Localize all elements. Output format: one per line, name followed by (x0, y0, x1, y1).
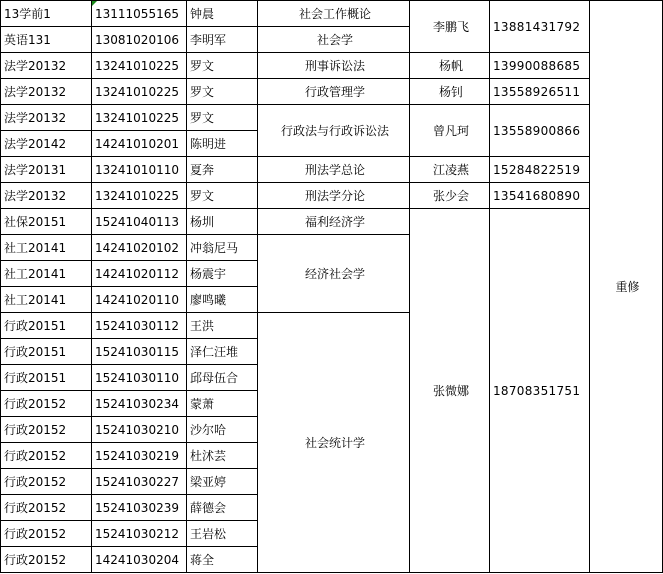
course-cell[interactable]: 刑法学总论 (258, 157, 410, 183)
class-cell[interactable]: 社工20141 (1, 287, 92, 313)
table-row (1, 105, 663, 131)
course-cell[interactable]: 刑法学分论 (258, 183, 410, 209)
class-cell[interactable]: 行政20152 (1, 547, 92, 573)
course-cell[interactable]: 社会学 (258, 27, 410, 53)
class-cell[interactable]: 行政20152 (1, 495, 92, 521)
teacher-cell[interactable]: 张微娜 (410, 209, 490, 573)
student-id-cell[interactable]: 15241030112 (92, 313, 187, 339)
student-id-cell[interactable]: 15241030115 (92, 339, 187, 365)
table-row (1, 53, 663, 79)
student-name-cell[interactable]: 罗文 (187, 79, 258, 105)
student-id-cell[interactable]: 14241030204 (92, 547, 187, 573)
teacher-cell[interactable]: 杨钊 (410, 79, 490, 105)
student-name-cell[interactable]: 沙尔哈 (187, 417, 258, 443)
class-cell[interactable]: 行政20151 (1, 313, 92, 339)
student-name-cell[interactable]: 罗文 (187, 183, 258, 209)
phone-cell[interactable]: 18708351751 (490, 209, 590, 573)
student-id-cell[interactable]: 13241010225 (92, 53, 187, 79)
table-row (1, 157, 663, 183)
class-cell[interactable]: 社保20151 (1, 209, 92, 235)
student-id-cell[interactable]: 14241020102 (92, 235, 187, 261)
phone-cell[interactable]: 13881431792 (490, 1, 590, 53)
teacher-cell[interactable]: 李鹏飞 (410, 1, 490, 53)
phone-cell[interactable]: 13541680890 (490, 183, 590, 209)
student-name-cell[interactable]: 陈明进 (187, 131, 258, 157)
class-cell[interactable]: 英语131 (1, 27, 92, 53)
student-id-cell[interactable]: 15241030210 (92, 417, 187, 443)
phone-cell[interactable]: 15284822519 (490, 157, 590, 183)
class-cell[interactable]: 行政20151 (1, 365, 92, 391)
student-id-cell[interactable]: 13241010225 (92, 183, 187, 209)
phone-cell[interactable]: 13990088685 (490, 53, 590, 79)
class-cell[interactable]: 社工20141 (1, 235, 92, 261)
student-id-cell[interactable]: 15241030239 (92, 495, 187, 521)
phone-cell[interactable]: 13558900866 (490, 105, 590, 157)
student-id-cell[interactable]: 15241040113 (92, 209, 187, 235)
student-name-cell[interactable]: 蒙萧 (187, 391, 258, 417)
student-name-cell[interactable]: 王洪 (187, 313, 258, 339)
student-id-cell[interactable]: 15241030110 (92, 365, 187, 391)
student-name-cell[interactable]: 梁亚婷 (187, 469, 258, 495)
student-name-cell[interactable]: 杜沭芸 (187, 443, 258, 469)
student-name-cell[interactable]: 钟晨 (187, 1, 258, 27)
class-cell[interactable]: 法学20132 (1, 53, 92, 79)
student-name-cell[interactable]: 夏奔 (187, 157, 258, 183)
student-name-cell[interactable]: 王岩松 (187, 521, 258, 547)
student-name-cell[interactable]: 杨震宇 (187, 261, 258, 287)
remark-cell[interactable]: 重修 (590, 1, 663, 573)
student-id-cell[interactable]: 13241010225 (92, 105, 187, 131)
student-name-cell[interactable]: 泽仁汪堆 (187, 339, 258, 365)
teacher-cell[interactable]: 曾凡珂 (410, 105, 490, 157)
class-cell[interactable]: 行政20152 (1, 417, 92, 443)
student-name-cell[interactable]: 罗文 (187, 105, 258, 131)
student-id-cell[interactable]: 13111055165 (92, 1, 187, 27)
class-cell[interactable]: 行政20152 (1, 469, 92, 495)
teacher-cell[interactable]: 江凌燕 (410, 157, 490, 183)
class-cell[interactable]: 法学20132 (1, 105, 92, 131)
course-cell[interactable]: 行政管理学 (258, 79, 410, 105)
student-name-cell[interactable]: 杨圳 (187, 209, 258, 235)
teacher-cell[interactable]: 杨帆 (410, 53, 490, 79)
teacher-cell[interactable]: 张少会 (410, 183, 490, 209)
student-id-cell[interactable]: 13081020106 (92, 27, 187, 53)
student-id-cell[interactable]: 15241030227 (92, 469, 187, 495)
student-id-cell[interactable]: 15241030219 (92, 443, 187, 469)
class-cell[interactable]: 行政20151 (1, 339, 92, 365)
student-id-cell[interactable]: 15241030234 (92, 391, 187, 417)
course-cell[interactable]: 经济社会学 (258, 235, 410, 313)
course-cell[interactable]: 福利经济学 (258, 209, 410, 235)
course-cell[interactable]: 行政法与行政诉讼法 (258, 105, 410, 157)
class-cell[interactable]: 法学20142 (1, 131, 92, 157)
class-cell[interactable]: 13学前1 (1, 1, 92, 27)
phone-cell[interactable]: 13558926511 (490, 79, 590, 105)
student-id-cell[interactable]: 13241010110 (92, 157, 187, 183)
table-row (1, 1, 663, 27)
course-cell[interactable]: 社会统计学 (258, 313, 410, 573)
student-name-cell[interactable]: 蒋全 (187, 547, 258, 573)
table-row (1, 209, 663, 235)
student-id-cell[interactable]: 14241020110 (92, 287, 187, 313)
class-cell[interactable]: 社工20141 (1, 261, 92, 287)
student-id-cell[interactable]: 14241020112 (92, 261, 187, 287)
class-cell[interactable]: 行政20152 (1, 391, 92, 417)
student-name-cell[interactable]: 李明军 (187, 27, 258, 53)
class-cell[interactable]: 法学20132 (1, 183, 92, 209)
student-name-cell[interactable]: 廖鸣曦 (187, 287, 258, 313)
student-name-cell[interactable]: 罗文 (187, 53, 258, 79)
class-cell[interactable]: 法学20132 (1, 79, 92, 105)
student-name-cell[interactable]: 薛德会 (187, 495, 258, 521)
student-name-cell[interactable]: 邱母伍合 (187, 365, 258, 391)
student-name-cell[interactable]: 冲翁尼马 (187, 235, 258, 261)
course-cell[interactable]: 社会工作概论 (258, 1, 410, 27)
class-cell[interactable]: 行政20152 (1, 443, 92, 469)
student-id-cell[interactable]: 14241010201 (92, 131, 187, 157)
table-row (1, 79, 663, 105)
course-cell[interactable]: 刑事诉讼法 (258, 53, 410, 79)
class-cell[interactable]: 行政20152 (1, 521, 92, 547)
table-row (1, 183, 663, 209)
class-cell[interactable]: 法学20131 (1, 157, 92, 183)
student-id-cell[interactable]: 15241030212 (92, 521, 187, 547)
student-id-cell[interactable]: 13241010225 (92, 79, 187, 105)
